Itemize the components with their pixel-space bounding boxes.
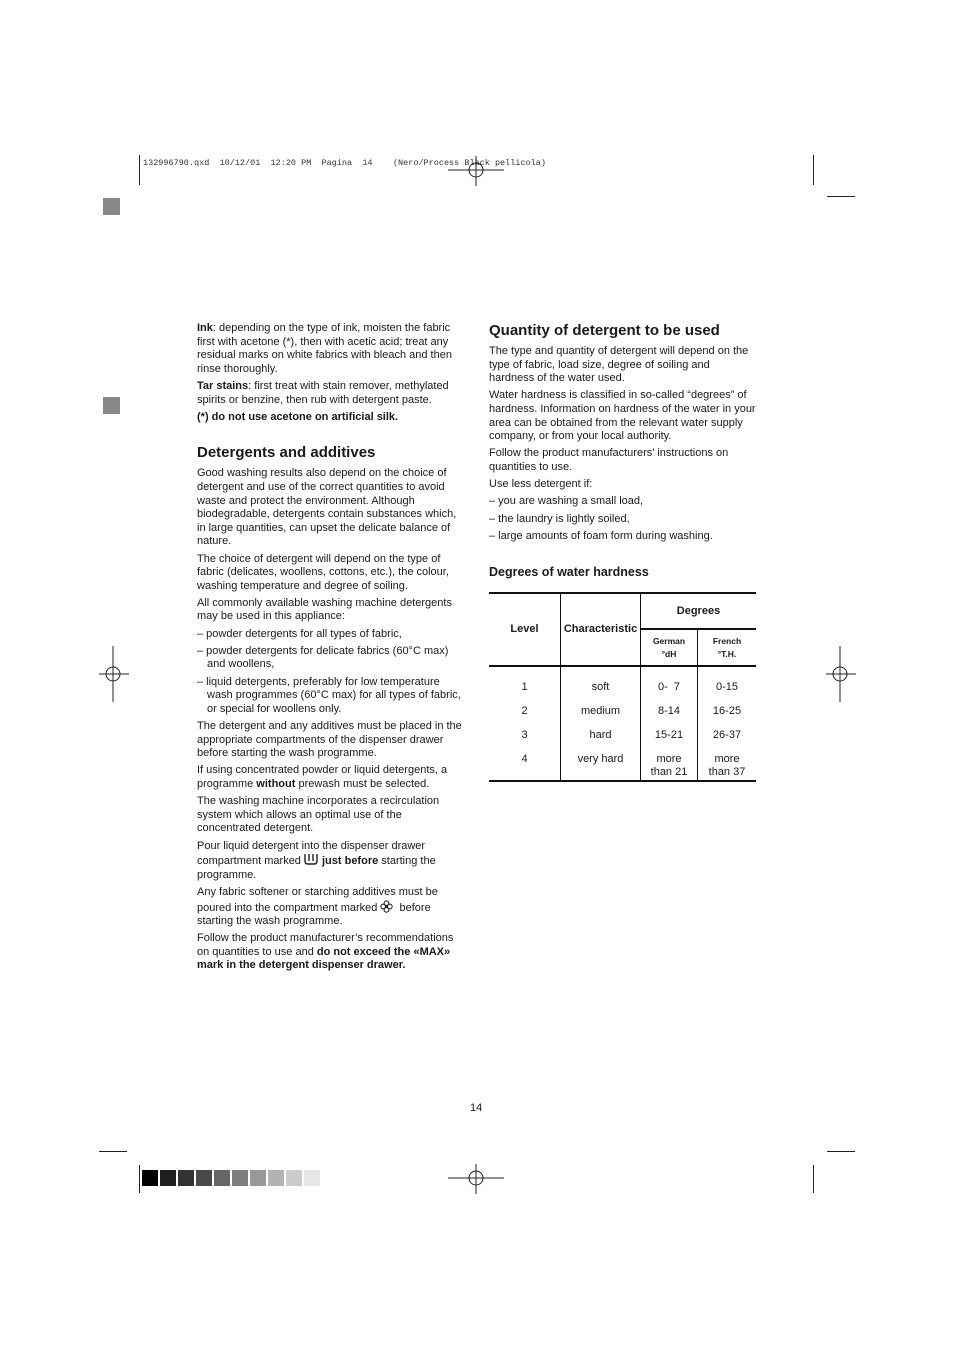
text-run-bold: just before [321, 855, 379, 868]
text-run: prewash must be selected. [295, 777, 430, 790]
list-item: – you are washing a small load, [489, 495, 644, 508]
table-cell-characteristic: very hard [577, 753, 624, 765]
grey-swatch [232, 1170, 248, 1186]
softener-paragraph [197, 886, 465, 929]
grey-swatch [178, 1170, 194, 1186]
table-cell-french: 0-15 [715, 681, 739, 693]
table-cell-characteristic: hard [589, 729, 612, 741]
crop-mark [827, 196, 855, 197]
tar-label: Tar stains [197, 379, 249, 392]
text-run-bold: without [256, 777, 296, 790]
paragraph: Use less detergent if: [489, 478, 593, 491]
fabric-softener-flower-icon [380, 900, 393, 913]
paragraph: The washing machine incorporates a recirculation system which allows an optimal use of the concentrated detergent. [197, 795, 440, 835]
concentrated-paragraph [197, 764, 465, 791]
characteristic-header: Characteristic [563, 623, 638, 635]
crop-mark [813, 155, 814, 185]
paragraph: The type and quantity of detergent will depend on the type of fabric, load size, degree of soiling and hardness of the water used. [489, 345, 749, 385]
quantity-heading: Quantity of detergent to be used [489, 322, 720, 339]
water-hardness-table [489, 592, 756, 782]
liquid-detergent-icon [304, 853, 318, 865]
table-cell-level: 4 [521, 753, 528, 765]
crop-mark [813, 1165, 814, 1193]
level-header: Level [510, 623, 539, 635]
grey-swatch [214, 1170, 230, 1186]
french-header [698, 635, 756, 661]
acetone-note: (*) do not use acetone on artificial silk. [197, 410, 399, 423]
crop-mark [139, 1165, 140, 1193]
paragraph: Good washing results also depend on the choice of detergent and use of the correct quantities to avoid waste and protect the environment. Although biodegradable, detergents contain substances which, in large quantities, can upset the delicate balance of nature. [197, 467, 457, 548]
registration-mark-left [99, 646, 129, 702]
french-unit: °T.H. [717, 649, 737, 659]
table-cell-level: 3 [521, 729, 528, 741]
paragraph: Water hardness is classified in so-called “degrees” of hardness. Information on hardness of the water in your area can be obtained from the relevant water supply company, or from your local authority. [489, 389, 756, 443]
table-cell-german: 8-14 [657, 705, 681, 717]
print-slug: 132996790.qxd 10/12/01 12:20 PM Pagina 14 (Nero/Process Black pellicola) [143, 158, 546, 168]
paragraph: All commonly available washing machine detergents may be used in this appliance: [197, 596, 452, 623]
table-bottom-rule [489, 780, 756, 782]
paragraph: The detergent and any additives must be placed in the appropriate compartments of the dispenser drawer before starting the wash programme. [197, 720, 462, 760]
grey-swatch [268, 1170, 284, 1186]
table-cell-french: 26-37 [712, 729, 742, 741]
text-run: starting the programme. [197, 855, 436, 881]
table-cell-german: more than 21 [650, 753, 688, 778]
paragraph: The choice of detergent will depend on the type of fabric (delicates, woollens, cottons, etc.), the colour, washing temperature and degree of soiling. [197, 552, 449, 592]
german-label: German [652, 636, 686, 646]
text-run-bold: do not exceed the «MAX» mark in the detergent dispenser drawer. [197, 945, 451, 972]
liquid-detergent-paragraph [197, 840, 465, 883]
text-run: Any fabric softener or starching additives must be poured into the compartment marked [197, 885, 438, 914]
grey-swatch [196, 1170, 212, 1186]
table-cell-french: 16-25 [712, 705, 742, 717]
list-item: – powder detergents for delicate fabrics (60°C max) and woollens, [197, 644, 449, 671]
text-run: Pour liquid detergent into the dispenser drawer compartment marked [197, 839, 426, 868]
tar-paragraph [197, 380, 465, 407]
grey-swatch [286, 1170, 302, 1186]
crop-mark [139, 155, 140, 185]
tar-text: : first treat with stain remover, methylated spirits or benzine, then rub with detergent paste. [197, 379, 449, 406]
german-header [641, 635, 697, 661]
registration-mark-top [448, 156, 504, 186]
grey-marker-square [103, 198, 120, 215]
ink-paragraph [197, 322, 465, 376]
ink-label: Ink [197, 322, 213, 334]
grey-marker-square [103, 397, 120, 414]
table-header-rule [489, 665, 756, 667]
crop-mark [827, 1151, 855, 1152]
grey-swatch [160, 1170, 176, 1186]
table-degrees-rule [640, 628, 756, 630]
grey-swatch [142, 1170, 158, 1186]
left-column [197, 322, 465, 977]
text-run: before starting the wash programme. [197, 901, 431, 928]
table-cell-french: more than 37 [708, 753, 746, 778]
right-column [489, 322, 757, 580]
list-item: – liquid detergents, preferably for low temperature wash programmes (60°C max) for all types of fabric, or special for woollens only. [197, 675, 461, 715]
registration-mark-right [826, 646, 856, 702]
water-hardness-heading: Degrees of water hardness [489, 565, 649, 580]
crop-mark [99, 1151, 127, 1152]
table-cell-characteristic: medium [580, 705, 621, 717]
degrees-header: Degrees [676, 605, 721, 617]
registration-mark-bottom [448, 1164, 504, 1194]
table-cell-level: 2 [521, 705, 528, 717]
list-item: – large amounts of foam form during washing. [489, 529, 713, 542]
table-cell-characteristic: soft [591, 681, 610, 693]
list-item: – powder detergents for all types of fabric, [197, 627, 402, 640]
page-number: 14 [470, 1102, 483, 1114]
grey-swatch [250, 1170, 266, 1186]
table-cell-german: 0- 7 [657, 681, 680, 693]
paragraph: Follow the product manufacturers’ instructions on quantities to use. [489, 447, 729, 473]
max-mark-paragraph [197, 932, 465, 973]
list-item: – the laundry is lightly soiled, [489, 512, 630, 525]
text-run: If using concentrated powder or liquid detergents, a programme [197, 764, 448, 790]
table-cell-level: 1 [521, 681, 528, 693]
french-label: French [712, 636, 742, 646]
table-cell-german: 15-21 [654, 729, 684, 741]
text-run: Follow the product manufacturer’s recommendations on quantities to use and [197, 932, 454, 958]
grey-swatch [304, 1170, 320, 1186]
german-unit: °dH [661, 649, 677, 659]
table-top-rule [489, 592, 756, 594]
ink-text: : depending on the type of ink, moisten the fabric first with acetone (*), then with acetic acid; treat any residual marks on white fabrics with bleach and then rinse thoroughly. [197, 322, 452, 375]
detergents-heading: Detergents and additives [197, 444, 376, 462]
